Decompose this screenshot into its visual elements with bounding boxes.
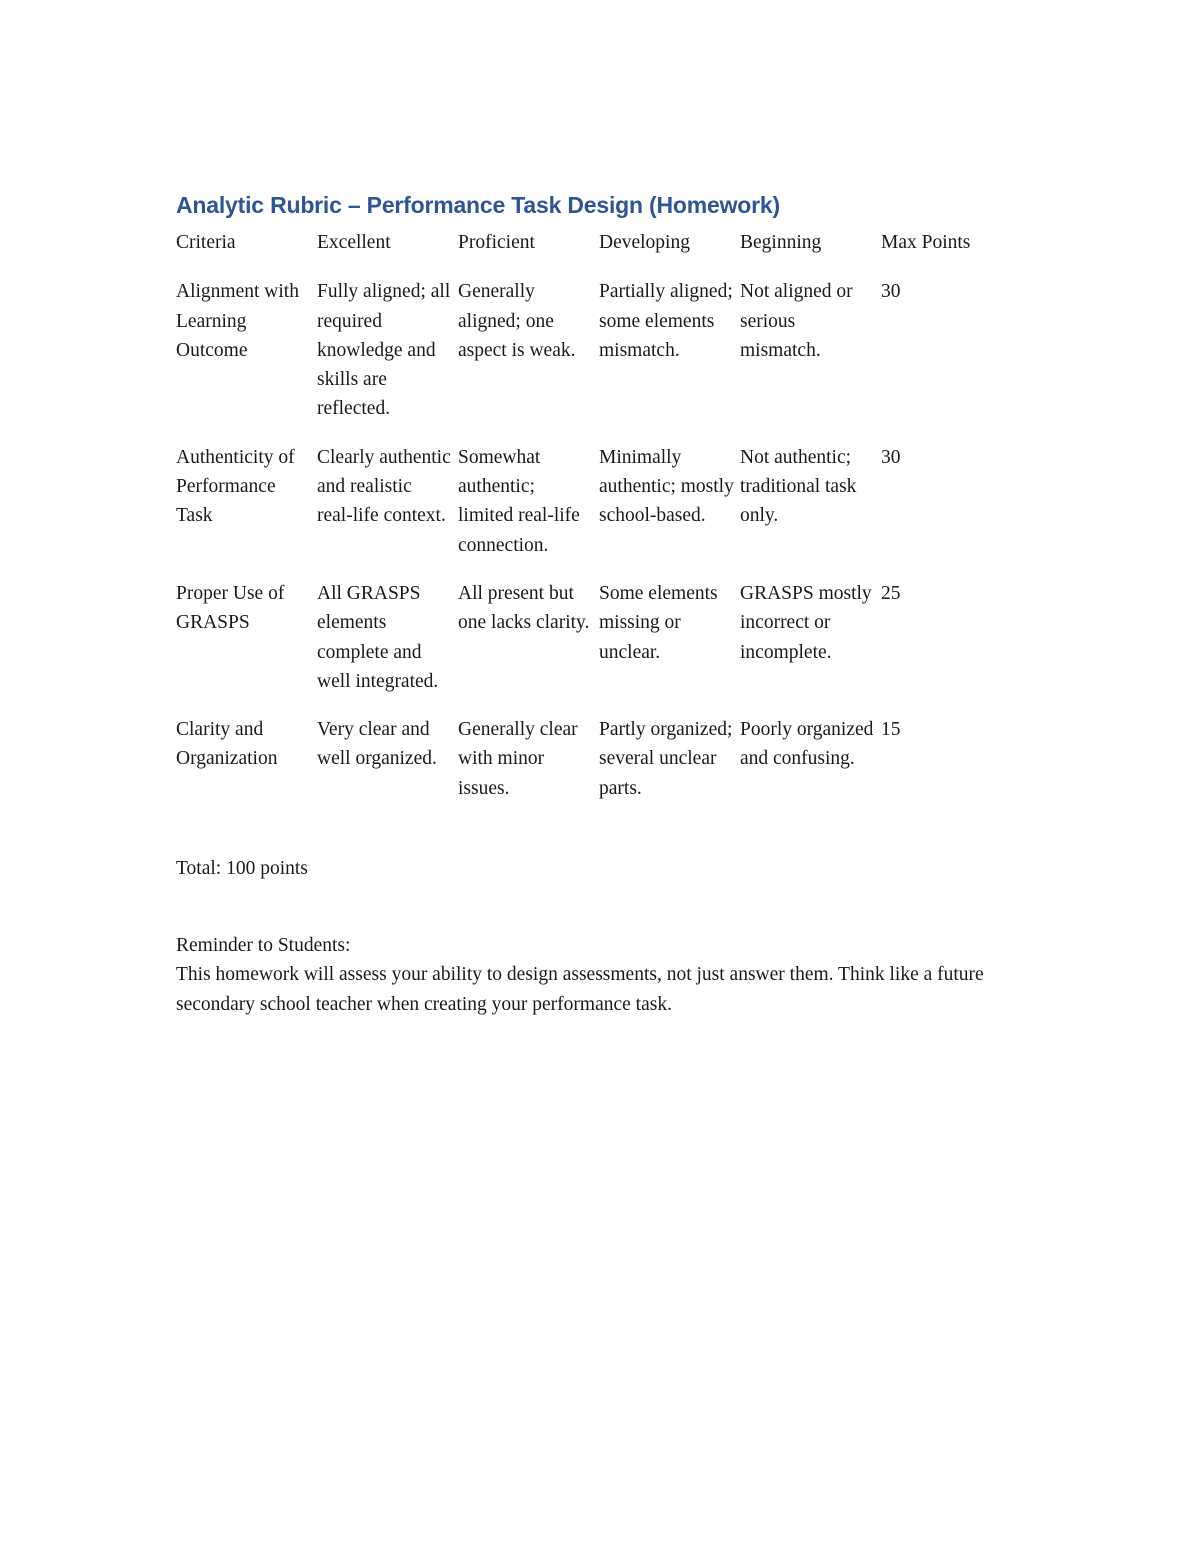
header-proficient: Proficient: [458, 232, 535, 253]
proficient-cell: All present but one lacks clarity.: [458, 582, 590, 634]
criteria-cell: Authenticity of Performance Task: [176, 446, 295, 527]
beginning-cell: Not aligned or serious mismatch.: [740, 281, 853, 361]
proficient-cell: Generally aligned; one aspect is weak.: [458, 281, 576, 361]
reminder-body: This homework will assess your ability to design assessments, not just answer them. Think like a future secondary school teacher when creating your performance task.: [176, 964, 984, 1015]
criteria-cell: Proper Use of GRASPS: [176, 582, 285, 634]
beginning-cell: Poorly organized and confusing.: [740, 719, 874, 770]
table-row: [176, 715, 1036, 822]
max-points-cell: 30: [881, 281, 901, 303]
header-developing: Developing: [599, 232, 690, 253]
beginning-cell: GRASPS mostly incorrect or incomplete.: [740, 582, 872, 663]
document-page: [176, 190, 1036, 1019]
developing-cell: Minimally authentic; mostly school-based.: [599, 446, 734, 527]
proficient-cell: Somewhat authentic; limited real-life connection.: [458, 446, 580, 556]
excellent-cell: Fully aligned; all required knowledge and skills are reflected.: [317, 281, 451, 420]
max-points-cell: 30: [881, 446, 901, 468]
excellent-cell: All GRASPS elements complete and well integrated.: [317, 582, 439, 692]
rubric-header-row: [176, 228, 1036, 277]
header-max-points: Max Points: [881, 232, 971, 253]
criteria-cell: Clarity and Organization: [176, 719, 278, 770]
proficient-cell: Generally clear with minor issues.: [458, 719, 578, 799]
reminder-heading: Reminder to Students:: [176, 935, 351, 957]
total-points: Total: 100 points: [176, 858, 308, 880]
developing-cell: Some elements missing or unclear.: [599, 582, 718, 663]
rubric-table: [176, 228, 1036, 822]
header-beginning: Beginning: [740, 232, 822, 253]
excellent-cell: Clearly authentic and realistic real-life context.: [317, 446, 451, 527]
document-title: Analytic Rubric – Performance Task Design (Homework): [176, 192, 780, 218]
header-excellent: Excellent: [317, 232, 391, 253]
table-row: [176, 277, 1036, 442]
excellent-cell: Very clear and well organized.: [317, 719, 437, 770]
developing-cell: Partly organized; several unclear parts.: [599, 719, 733, 799]
table-row: [176, 579, 1036, 715]
developing-cell: Partially aligned; some elements mismatch.: [599, 281, 733, 361]
max-points-cell: 15: [881, 719, 901, 741]
table-row: [176, 443, 1036, 579]
criteria-cell: Alignment with Learning Outcome: [176, 281, 299, 361]
max-points-cell: 25: [881, 582, 901, 604]
header-criteria: Criteria: [176, 232, 236, 253]
beginning-cell: Not authentic; traditional task only.: [740, 446, 857, 527]
